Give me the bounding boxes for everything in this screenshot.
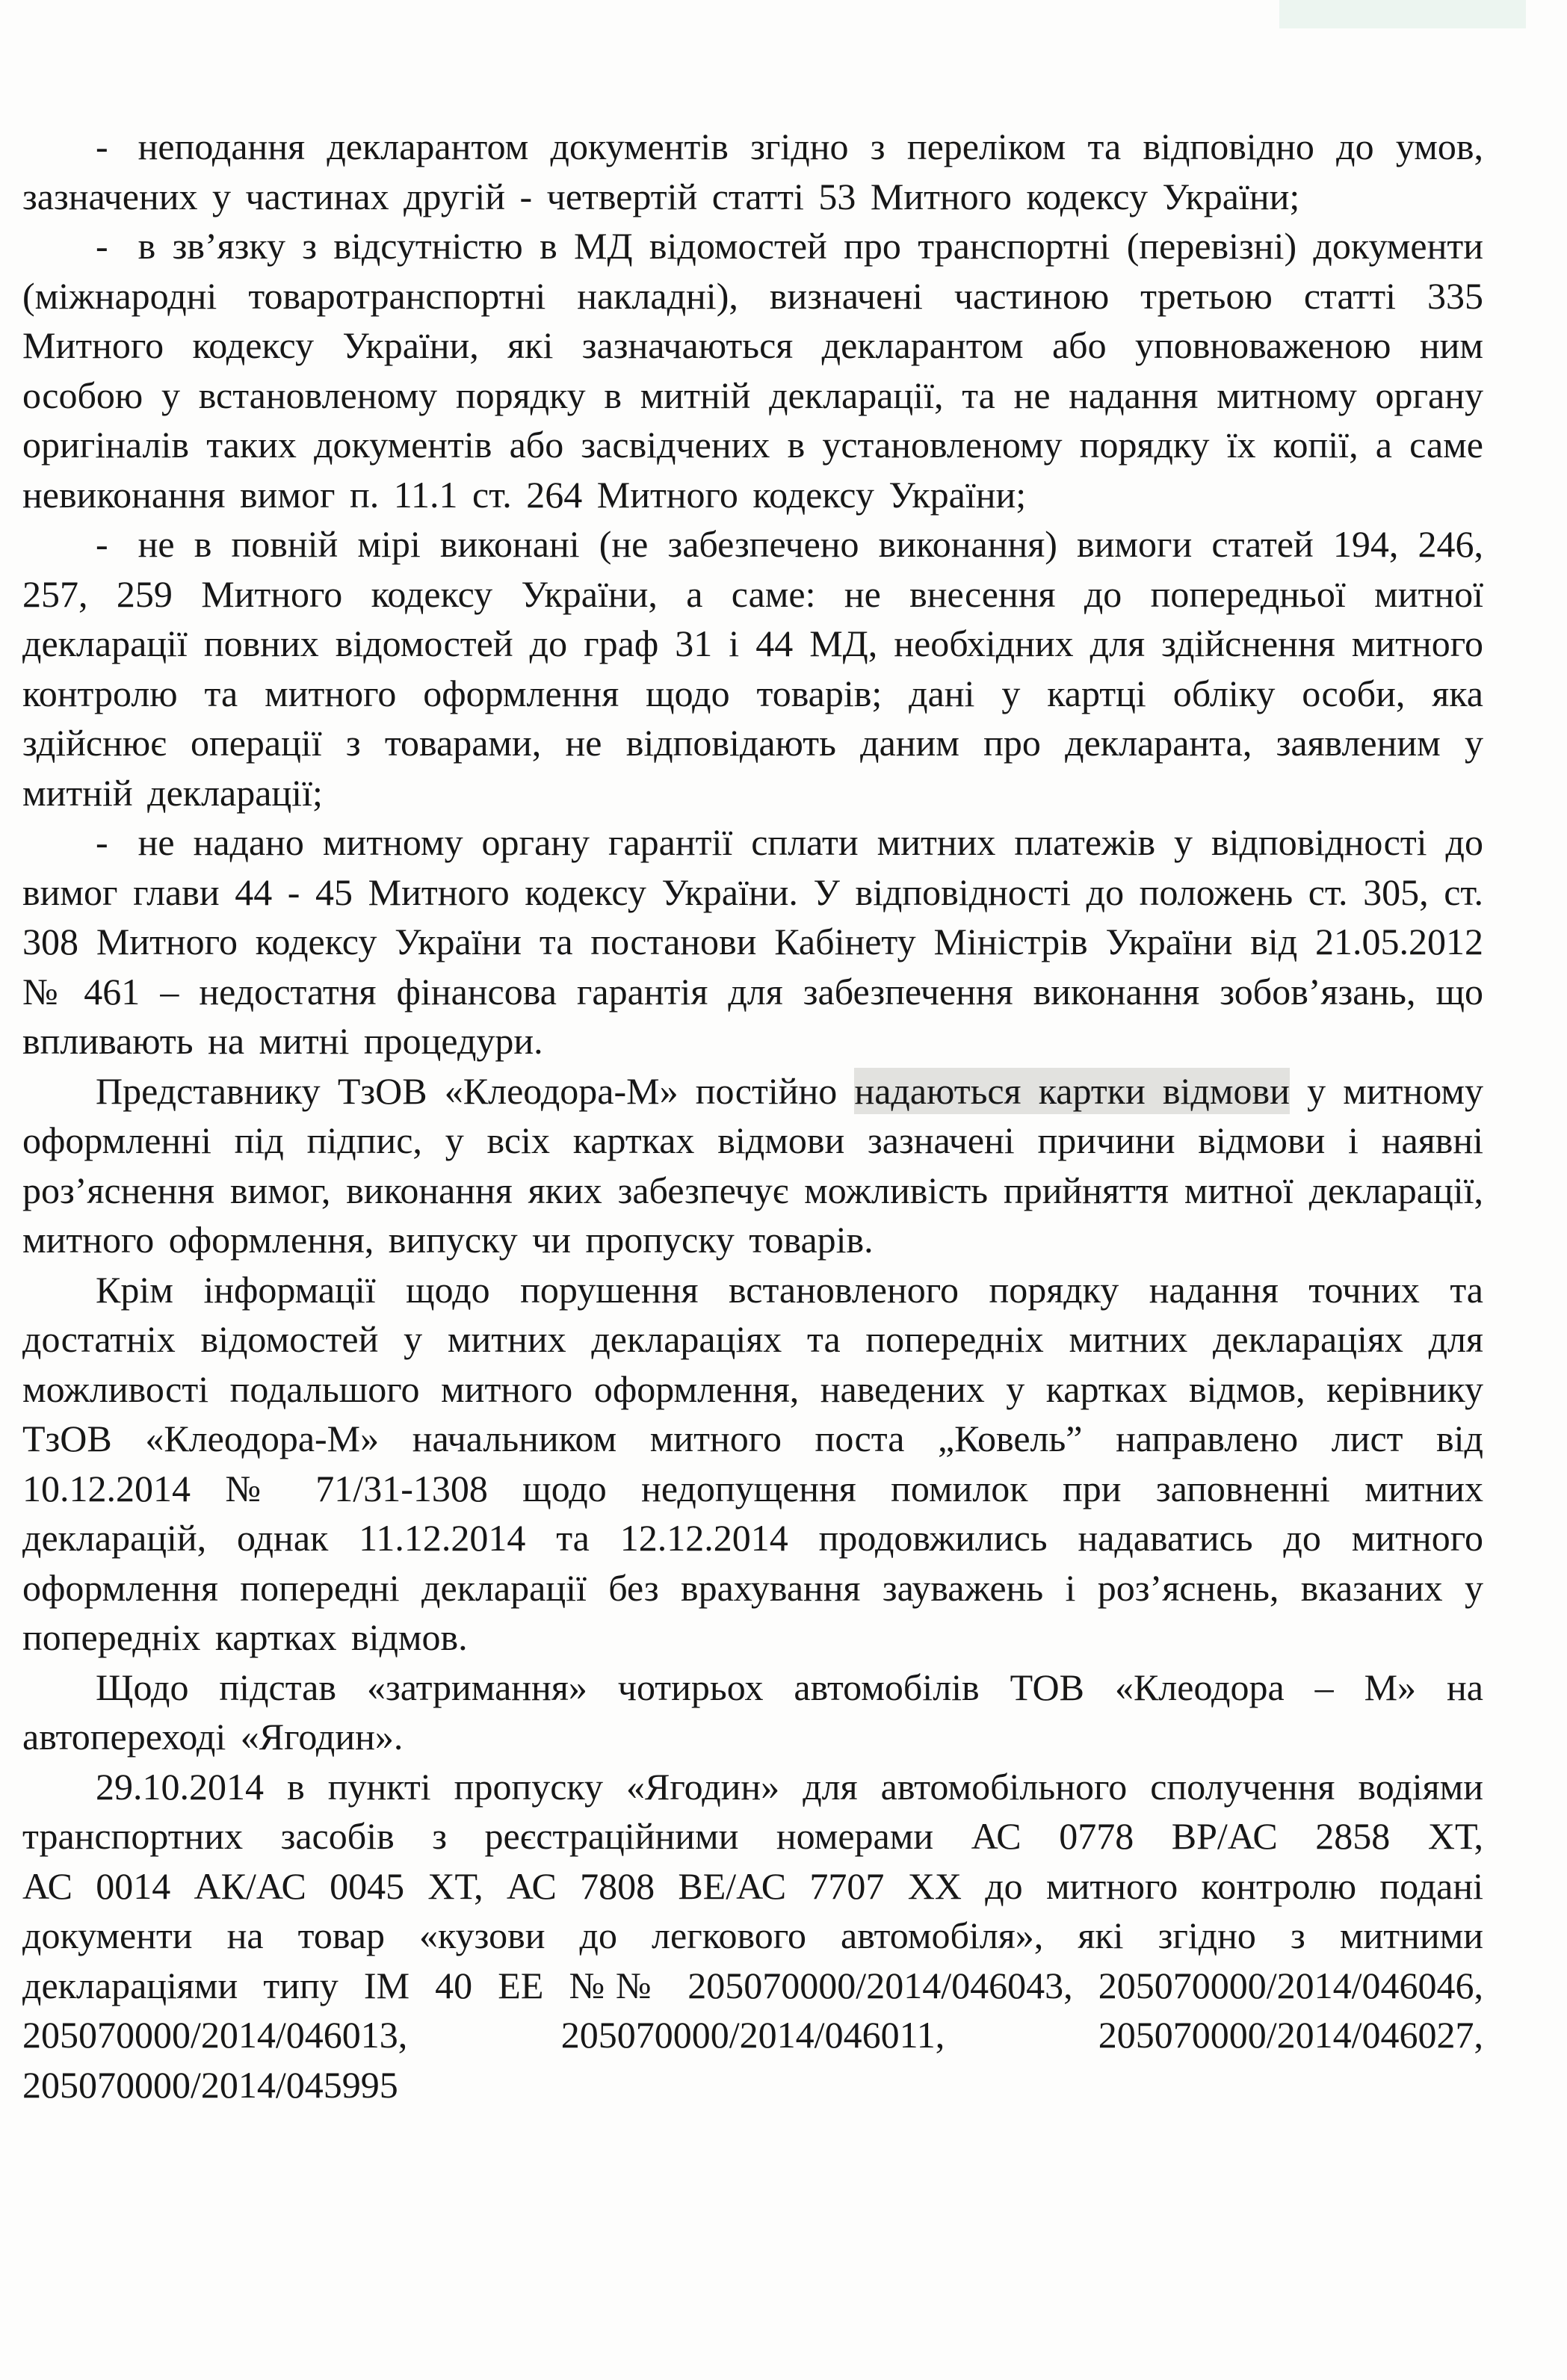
bullet-dash: -	[96, 523, 108, 565]
paragraph-text: в зв’язку з відсутністю в МД відомостей про транспортні (перевізні) документи (міжнародні товаротранспортні накладні), визначені частиною третьою статті 335 Митного кодексу України, які зазначаються декларантом або уповноваженою ним особою у встановленому порядку в митній декларації, та не надання митному органу оригіналів таких документів або засвідчених в установленому порядку їх копії, а саме невиконання вимог п. 11.1 ст. 264 Митного кодексу України;	[22, 225, 1483, 516]
paragraph-text: не в повній мірі виконані (не забезпечено виконання) вимоги статей 194, 246, 257, 259 Митного кодексу України, а саме: не внесення до попередньої митної декларації повних відомостей до граф 31 і 44 МД, необхідних для здійснення митного контролю та митного оформлення щодо товарів; дані у картці обліку особи, яка здійснює операції з товарами, не відповідають даним про декларанта, заявленим у митній декларації;	[22, 523, 1483, 814]
bullet-dash: -	[96, 126, 108, 167]
paragraph-text: Представнику ТзОВ «Клеодора-М» постійно	[96, 1069, 855, 1112]
paragraph-7	[22, 1663, 1483, 1762]
paragraph-5	[22, 1066, 1483, 1265]
paragraph-1	[22, 122, 1483, 221]
paragraph-2	[22, 221, 1483, 519]
paragraph-8	[22, 1762, 1483, 2110]
paragraph-text: неподання декларантом документів згідно з переліком та відповідно до умов, зазначених у частинах другій - четвертій статті 53 Митного кодексу України;	[22, 126, 1483, 217]
paragraph-text: Щодо підстав «затримання» чотирьох автомобілів ТОВ «Клеодора – М» на автопереході «Ягодин».	[22, 1666, 1483, 1758]
bullet-dash: -	[96, 225, 108, 267]
paragraph-3	[22, 519, 1483, 817]
paragraph-text: 29.10.2014 в пункті пропуску «Ягодин» для автомобільного сполучення водіями транспортних засобів з реєстраційними номерами АС 0778 ВР/АС 2858 ХТ, АС 0014 АК/АС 0045 ХТ, АС 7808 ВЕ/АС 7707 ХХ до митного контролю подані документи на товар «кузови до легкового автомобіля», які згідно з митними деклараціями типу ІМ 40 ЕЕ №№ 205070000/2014/046043, 205070000/2014/046046, 205070000/2014/046013, 205070000/2014/046011, 205070000/2014/046027, 205070000/2014/045995	[22, 1765, 1483, 2106]
paragraph-text: у митному оформленні під підпис, у всіх картках відмови зазначені причини відмови і наявні роз’яснення вимог, виконання яких забезпечує можливість прийняття митної декларації, митного оформлення, випуску чи пропуску товарів.	[22, 1069, 1483, 1261]
bullet-dash: -	[96, 821, 108, 863]
highlighted-text: надаються картки відмови	[854, 1069, 1290, 1112]
paragraph-text: Крім інформації щодо порушення встановленого порядку надання точних та достатніх відомостей у митних деклараціях та попередніх митних деклараціях для можливості подальшого митного оформлення, наведених у картках відмов, керівнику ТзОВ «Клеодора-М» начальником митного поста „Ковель” направлено лист від 10.12.2014 № 71/31-1308 щодо недопущення помилок при заповненні митних декларацій, однак 11.12.2014 та 12.12.2014 продовжились надаватись до митного оформлення попередні декларації без врахування зауважень і роз’яснень, вказаних у попередніх картках відмов.	[22, 1268, 1483, 1658]
paragraph-text: не надано митному органу гарантії сплати митних платежів у відповідності до вимог глави 44 - 45 Митного кодексу України. У відповідності до положень ст. 305, ст. 308 Митного кодексу України та постанови Кабінету Міністрів України від 21.05.2012 № 461 – недостатня фінансова гарантія для забезпечення виконання зобов’язань, що впливають на митні процедури.	[22, 821, 1483, 1062]
paragraph-6	[22, 1265, 1483, 1663]
paragraph-4	[22, 817, 1483, 1066]
